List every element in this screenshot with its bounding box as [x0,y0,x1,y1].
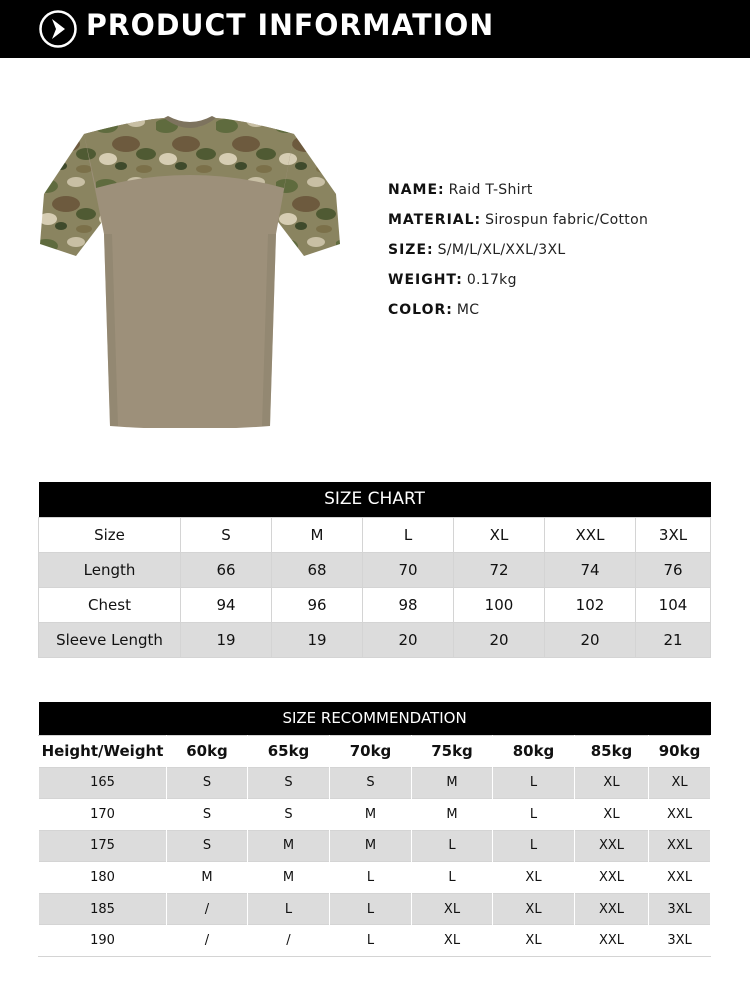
table-header-cell: 65kg [248,735,330,767]
table-cell: 185 [39,893,167,925]
table-cell: L [363,517,454,552]
table-cell: L [330,862,412,894]
table-cell: M [248,862,330,894]
table-cell: XL [454,517,545,552]
table-cell: L [248,893,330,925]
table-header-row [39,735,711,767]
table-row [39,517,711,552]
table-cell: L [493,830,575,862]
table-row [39,767,711,799]
table-cell: 3XL [649,925,711,957]
table-cell: XXL [545,517,636,552]
table-cell: Length [39,552,181,587]
table-cell: XL [412,925,493,957]
table-cell: 74 [545,552,636,587]
spec-size: SIZE: S/M/L/XL/XXL/3XL [388,242,566,258]
table-cell: S [181,517,272,552]
table-cell: 20 [545,622,636,657]
table-cell: L [330,893,412,925]
table-cell: / [248,925,330,957]
table-cell: 102 [545,587,636,622]
table-header-cell: 85kg [575,735,649,767]
table-cell: M [330,799,412,831]
table-cell: 170 [39,799,167,831]
spec-color: COLOR: MC [388,302,480,318]
table-cell: M [248,830,330,862]
size-recommendation-title: SIZE RECOMMENDATION [39,702,711,735]
table-cell: 165 [39,767,167,799]
table-cell: 20 [454,622,545,657]
table-header-cell: 60kg [167,735,248,767]
table-cell: 72 [454,552,545,587]
table-cell: XXL [575,830,649,862]
table-cell: XXL [649,799,711,831]
table-header-cell: 70kg [330,735,412,767]
table-header-cell: 90kg [649,735,711,767]
table-cell: / [167,893,248,925]
table-cell: S [167,830,248,862]
table-row [39,587,711,622]
table-cell: 98 [363,587,454,622]
table-row [39,893,711,925]
table-cell: M [272,517,363,552]
size-recommendation-table [38,702,711,957]
table-cell: S [248,767,330,799]
table-cell: XL [575,767,649,799]
table-cell: 68 [272,552,363,587]
page-title: PRODUCT INFORMATION [86,8,495,42]
table-cell: XXL [575,893,649,925]
table-cell: S [167,767,248,799]
table-cell: 104 [636,587,711,622]
table-cell: M [412,799,493,831]
table-cell: S [167,799,248,831]
table-cell: XL [493,893,575,925]
table-cell: XXL [575,862,649,894]
table-row [39,830,711,862]
table-header-cell: Height/Weight [39,735,167,767]
product-specs [388,180,648,330]
table-cell: Size [39,517,181,552]
table-cell: XXL [649,830,711,862]
spec-weight: WEIGHT: 0.17kg [388,272,517,288]
table-cell: XL [575,799,649,831]
table-cell: Sleeve Length [39,622,181,657]
table-row [39,862,711,894]
spec-name: NAME: Raid T-Shirt [388,182,533,198]
table-cell: M [167,862,248,894]
table-cell: 20 [363,622,454,657]
table-cell: S [248,799,330,831]
chevron-right-circle-icon [38,9,78,49]
table-cell: S [330,767,412,799]
table-cell: L [493,799,575,831]
table-cell: 96 [272,587,363,622]
table-cell: 180 [39,862,167,894]
table-cell: XL [493,925,575,957]
table-cell: Chest [39,587,181,622]
header-bar [0,0,750,58]
table-cell: / [167,925,248,957]
spec-material: MATERIAL: Sirospun fabric/Cotton [388,212,649,228]
table-cell: 100 [454,587,545,622]
table-cell: 76 [636,552,711,587]
table-cell: 70 [363,552,454,587]
table-cell: 190 [39,925,167,957]
table-row [39,799,711,831]
camo-t-shirt-image [36,114,344,428]
table-cell: 3XL [636,517,711,552]
table-row [39,925,711,957]
table-cell: L [412,830,493,862]
table-cell: 19 [181,622,272,657]
table-row [39,552,711,587]
table-cell: M [412,767,493,799]
table-cell: L [330,925,412,957]
table-cell: 175 [39,830,167,862]
table-cell: XL [412,893,493,925]
table-header-cell: 80kg [493,735,575,767]
table-cell: 19 [272,622,363,657]
size-chart-table [38,482,711,658]
table-cell: XXL [649,862,711,894]
table-cell: L [412,862,493,894]
table-cell: 21 [636,622,711,657]
table-cell: XL [649,767,711,799]
table-cell: 66 [181,552,272,587]
table-cell: 94 [181,587,272,622]
table-cell: L [493,767,575,799]
table-cell: XL [493,862,575,894]
table-cell: XXL [575,925,649,957]
table-header-cell: 75kg [412,735,493,767]
table-row [39,622,711,657]
table-cell: 3XL [649,893,711,925]
table-cell: M [330,830,412,862]
size-chart-title: SIZE CHART [39,482,711,517]
